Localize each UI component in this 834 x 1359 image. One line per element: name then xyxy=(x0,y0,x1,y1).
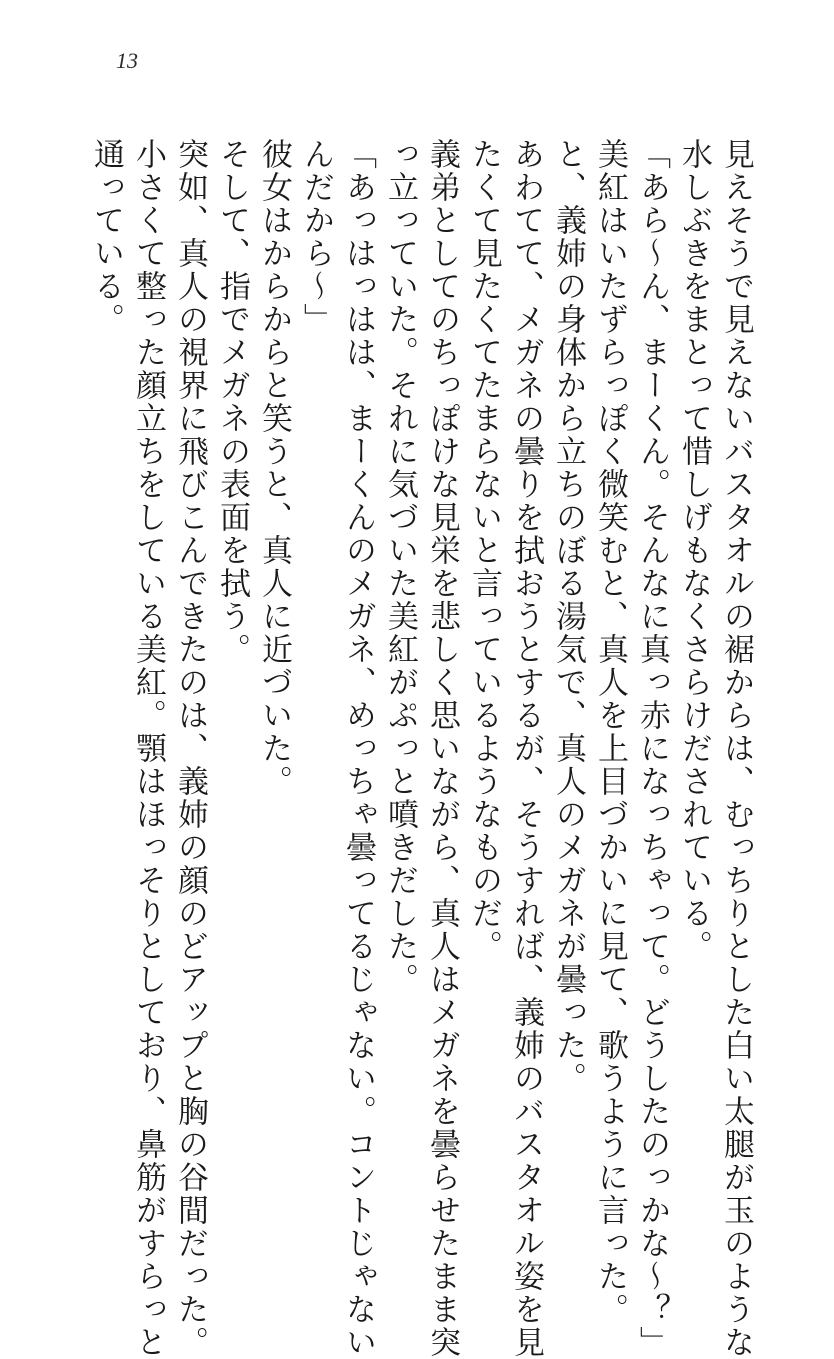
text-line: たくて見たくてたまらないと言っているようなものだ。 xyxy=(466,138,502,963)
text-line: 水しぶきをまとって惜しげもなくさらけだされている。 xyxy=(676,138,712,963)
text-line: 見えそうで見えないバスタオルの裾からは、むっちりとした白い太腿が玉のような xyxy=(718,138,754,1359)
text-line: 突如、真人の視界に飛びこんできたのは、義姉の顔のどアップと胸の谷間だった。 xyxy=(172,138,208,1359)
text-line: 通っている。 xyxy=(88,138,124,336)
page-number: 13 xyxy=(116,48,138,73)
text-line: 「あっはっはは、まーくんのメガネ、めっちゃ曇ってるじゃない。コントじゃない xyxy=(340,138,376,1359)
text-line: っ立っていた。それに気づいた美紅がぷっと噴きだした。 xyxy=(382,138,418,996)
text-line: あわてて、メガネの曇りを拭おうとするが、そうすれば、義姉のバスタオル姿を見 xyxy=(508,138,544,1359)
text-line: んだから～」 xyxy=(298,138,334,336)
text-line: 義弟としてのちっぽけな見栄を悲しく思いながら、真人はメガネを曇らせたまま突 xyxy=(424,138,460,1359)
text-line: と、義姉の身体から立ちのぼる湯気で、真人のメガネが曇った。 xyxy=(550,138,586,1095)
text-line: 「あら～ん、まーくん。そんなに真っ赤になっちゃって。どうしたのっかな～？」 xyxy=(634,138,670,1359)
text-line: 美紅はいたずらっぽく微笑むと、真人を上目づかいに見て、歌うように言った。 xyxy=(592,138,628,1326)
text-line: 彼女はからからと笑うと、真人に近づいた。 xyxy=(256,138,292,798)
text-line: そして、指でメガネの表面を拭う。 xyxy=(214,138,250,666)
body-text xyxy=(85,138,757,1359)
text-line: 小さくて整った顔立ちをしている美紅。顎はほっそりとしており、鼻筋がすらっと xyxy=(130,138,166,1359)
